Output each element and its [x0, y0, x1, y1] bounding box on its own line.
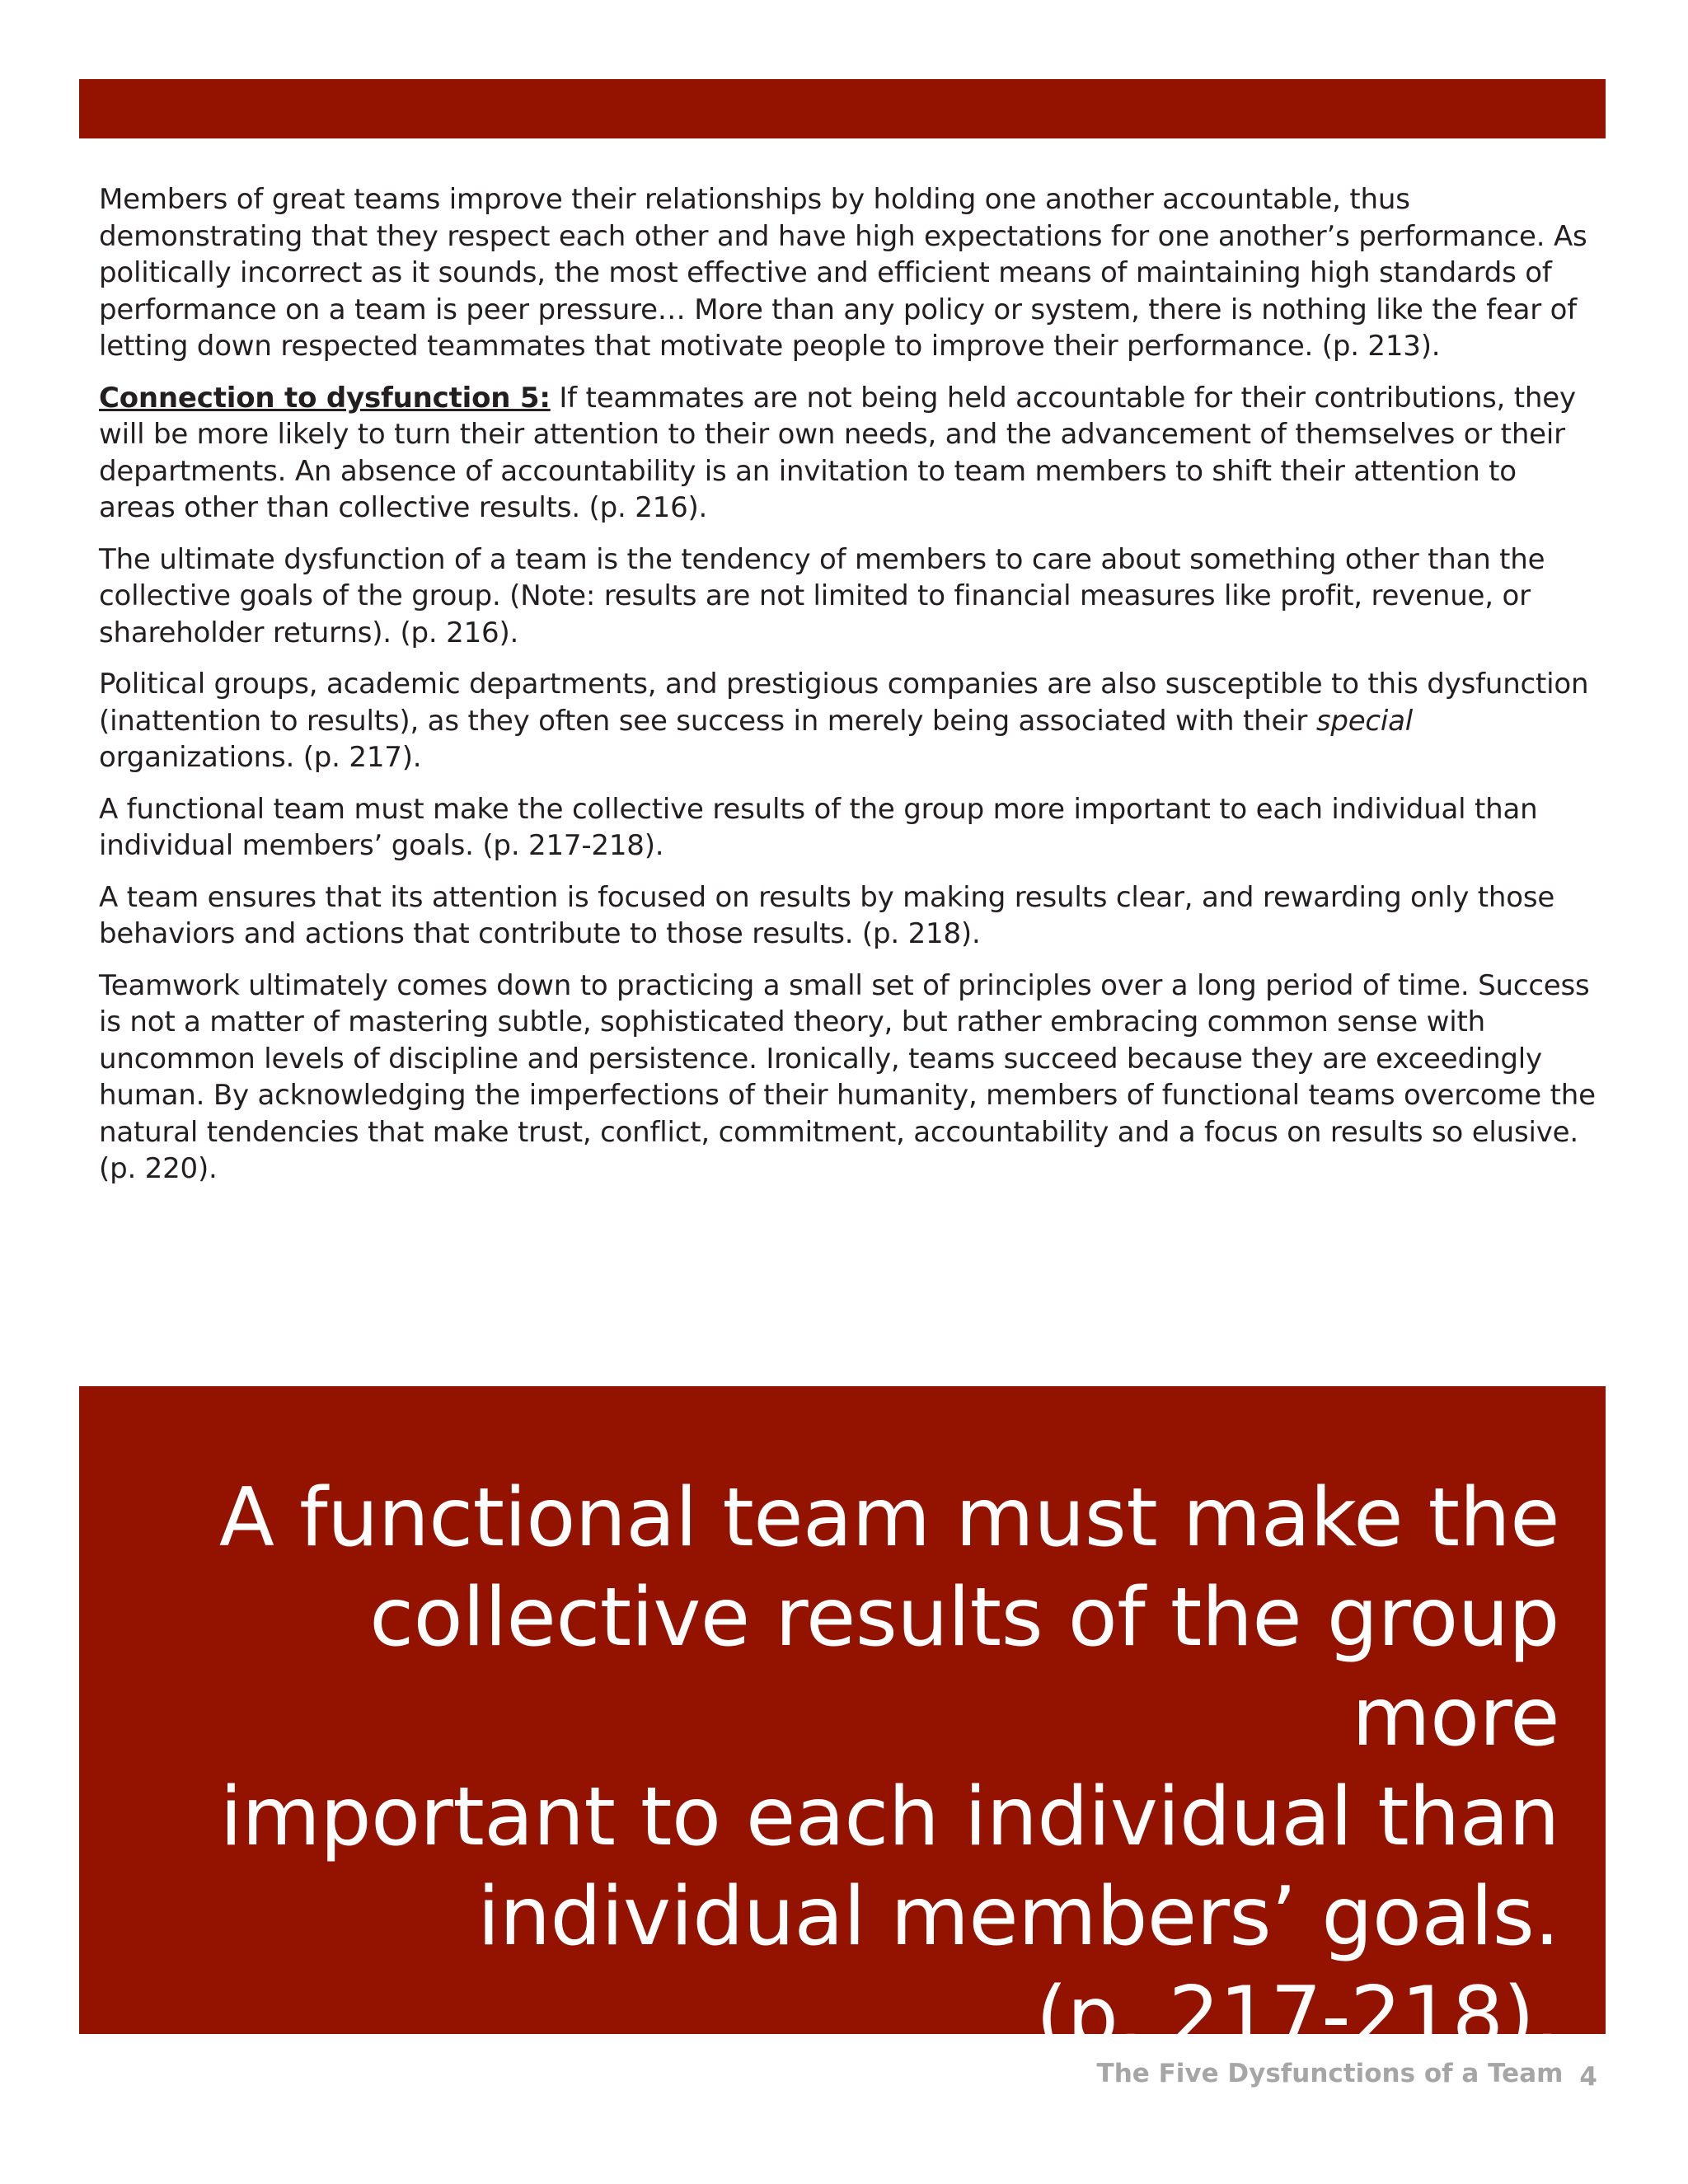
paragraph-ultimate-dysfunction: The ultimate dysfunction of a team is the tendency of members to care about something other than the collective goals of the group. (Note: results are not limited to financial measures like profit, revenue, or shareholder returns). (p. 216).	[99, 542, 1545, 649]
paragraph-connection-dysfunction-5: Connection to dysfunction 5: If teammates are not being held accountable for their contributions, they will be more likely to turn their attention to their own needs, and the advancement of themselves or their departments. An absence of accountability is an invitation to team members to shift their attention to areas other than collective results. (p. 216).	[99, 381, 1576, 524]
paragraph-teamwork: Teamwork ultimately comes down to practicing a small set of principles over a long period of time. Success is not a matter of mastering subtle, sophisticated theory, but rather embracing common sense with uncommon levels of discipline and persistence. Ironically, teams succeed because they are exceedingly human. By acknowledging the imperfections of their humanity, members of functional teams overcome the natural tendencies that make trust, conflict, commitment, accountability and a focus on results so elusive. (p. 220).	[99, 968, 1596, 1185]
paragraph-team-ensures: A team ensures that its attention is focused on results by making results clear, and rewarding only those behaviors and actions that contribute to those results. (p. 218).	[99, 880, 1555, 950]
pull-quote-line: important to each individual than	[219, 1770, 1559, 1864]
pull-quote-line: individual members’ goals.	[477, 1870, 1559, 1964]
top-accent-band	[79, 79, 1606, 138]
pull-quote-line: A functional team must make the	[218, 1471, 1559, 1565]
paragraph-political-groups: Political groups, academic departments, and prestigious companies are also susceptible to this dysfunction (inattention to results), as they often see success in merely being associated with their special organizations. (p. 217).	[99, 668, 1589, 774]
page-number: 4	[1579, 2062, 1597, 2092]
page-footer	[1096, 2059, 1597, 2092]
connection-heading: Connection to dysfunction 5:	[99, 381, 551, 415]
paragraph-functional-team: A functional team must make the collective results of the group more important to each individual than individual members’ goals. (p. 217-218).	[99, 792, 1538, 862]
pull-quote-line: (p. 217-218).	[1035, 1970, 1559, 2064]
pull-quote-text	[178, 1469, 1559, 2067]
pull-quote-box	[79, 1386, 1606, 2064]
body-text	[99, 181, 1599, 1202]
footer-title: The Five Dysfunctions of a Team	[1096, 2059, 1564, 2088]
paragraph-accountability: Members of great teams improve their relationships by holding one another accountable, thus demonstrating that they respect each other and have high expectations for one another’s performance. As politically incorrect as it sounds, the most effective and efficient means of maintaining high standards of performance on a team is peer pressure… More than any policy or system, there is nothing like the fear of letting down respected teammates that motivate people to improve their performance. (p. 213).	[99, 183, 1587, 363]
pull-quote-line: collective results of the group more	[369, 1571, 1559, 1765]
